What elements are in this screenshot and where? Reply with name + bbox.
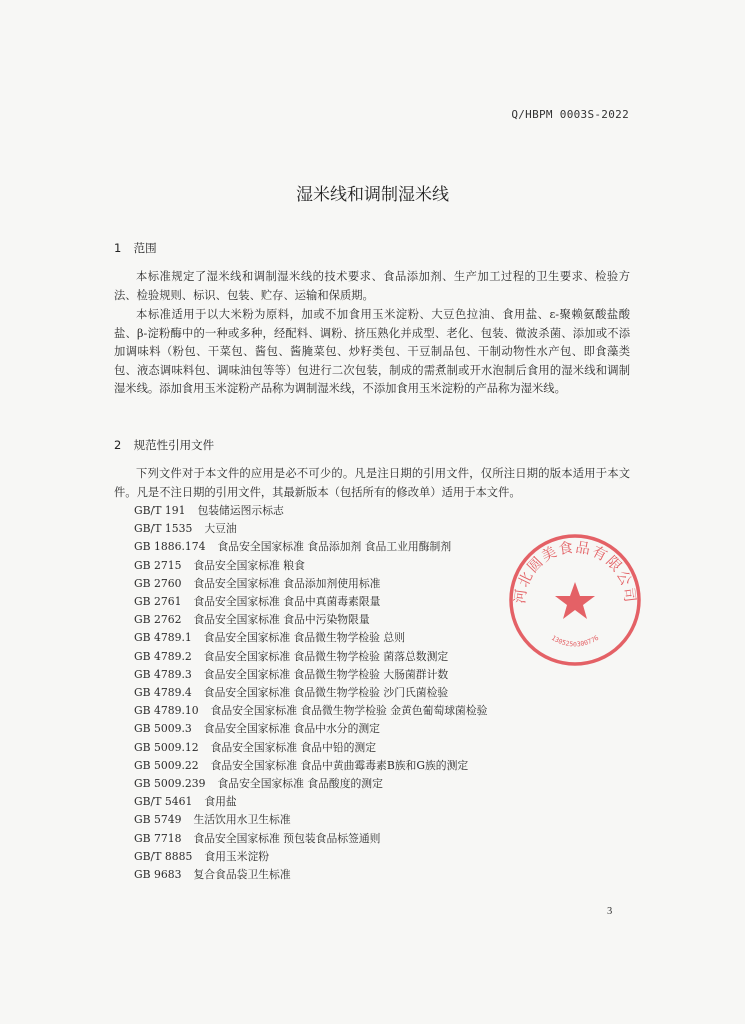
reference-title: 食品安全国家标准 食品中铅的测定 — [210, 740, 377, 754]
reference-code: GB 5009.3 — [134, 722, 192, 736]
seal-company-text: 河北圆美食品有限公司 — [512, 539, 638, 605]
reference-code: GB 4789.4 — [134, 686, 192, 700]
reference-item — [134, 502, 534, 520]
reference-code: GB 5009.12 — [134, 740, 199, 754]
reference-title: 食品安全国家标准 食品微生物学检验 总则 — [203, 631, 405, 645]
reference-title: 食用玉米淀粉 — [204, 849, 270, 863]
reference-code: GB 4789.1 — [134, 631, 192, 645]
section-number: 2 — [114, 438, 122, 452]
reference-title: 食品安全国家标准 食品中黄曲霉毒素B族和G族的测定 — [210, 758, 469, 772]
reference-item — [134, 611, 534, 629]
reference-item — [134, 830, 534, 848]
reference-list — [134, 502, 534, 884]
reference-title: 食品安全国家标准 食品微生物学检验 金黄色葡萄球菌检验 — [210, 704, 488, 718]
reference-item — [134, 648, 534, 666]
reference-item — [134, 775, 534, 793]
reference-title: 食品安全国家标准 食品酸度的测定 — [217, 777, 383, 791]
reference-item — [134, 720, 534, 738]
reference-item — [134, 557, 534, 575]
references-intro: 下列文件对于本文件的应用是必不可少的。凡是注日期的引用文件，仅所注日期的版本适用于本文件。凡是不注日期的引用文件，其最新版本（包括所有的修改单）适用于本文件。 — [114, 467, 630, 499]
reference-title: 食品安全国家标准 食品微生物学检验 大肠菌群计数 — [203, 667, 449, 681]
reference-title: 包装储运图示标志 — [197, 504, 284, 517]
reference-code: GB 1886.174 — [134, 540, 206, 554]
reference-title: 食品安全国家标准 食品微生物学检验 菌落总数测定 — [203, 649, 449, 663]
reference-code: GB 2715 — [134, 558, 182, 572]
reference-code: GB/T 1535 — [134, 522, 193, 536]
reference-item — [134, 666, 534, 684]
reference-item — [134, 757, 534, 775]
reference-code: GB 5009.239 — [134, 777, 206, 791]
reference-title: 复合食品袋卫生标准 — [193, 868, 291, 882]
reference-code: GB 4789.10 — [134, 704, 199, 718]
page-number: 3 — [607, 906, 613, 917]
seal-star-icon — [555, 582, 595, 619]
reference-title: 食品安全国家标准 食品添加剂 食品工业用酶制剂 — [217, 540, 452, 554]
reference-code: GB/T 5461 — [134, 795, 193, 809]
document-title: 湿米线和调制湿米线 — [296, 185, 449, 205]
reference-code: GB 2761 — [134, 595, 182, 609]
reference-title: 食品安全国家标准 食品中真菌毒素限量 — [193, 595, 381, 609]
reference-item — [134, 520, 534, 538]
reference-title: 食用盐 — [204, 795, 237, 809]
reference-code: GB 9683 — [134, 868, 182, 882]
reference-item — [134, 811, 534, 829]
reference-item — [134, 575, 534, 593]
reference-code: GB 2762 — [134, 613, 182, 627]
reference-title: 食品安全国家标准 粮食 — [193, 558, 305, 572]
section-heading-scope — [114, 240, 157, 256]
reference-code: GB 4789.2 — [134, 649, 192, 663]
reference-item — [134, 866, 534, 884]
section-title: 范围 — [133, 241, 157, 255]
reference-code: GB 4789.3 — [134, 667, 192, 681]
reference-title: 食品安全国家标准 食品中水分的测定 — [203, 722, 380, 736]
reference-title: 食品安全国家标准 预包装食品标签通则 — [193, 831, 381, 845]
document-number: Q/HBPM 0003S-2022 — [511, 108, 629, 121]
company-seal — [505, 530, 645, 670]
reference-code: GB 5749 — [134, 813, 182, 827]
reference-code: GB 7718 — [134, 831, 182, 845]
reference-item — [134, 629, 534, 647]
reference-code: GB/T 191 — [134, 504, 186, 517]
reference-title: 食品安全国家标准 食品中污染物限量 — [193, 613, 370, 627]
reference-item — [134, 593, 534, 611]
reference-title: 食品安全国家标准 食品添加剂使用标准 — [193, 576, 381, 590]
scope-paragraph-2: 本标准适用于以大米粉为原料，加或不加食用玉米淀粉、大豆色拉油、食用盐、ε-聚赖氨酸盐酸盐、β-淀粉酶中的一种或多种，经配料、调粉、挤压熟化并成型、老化、包装、微波杀菌、添加或不添加调味料（粉包、干菜包、酱包、酱腌菜包、炒籽类包、干豆制品包、干制动物性水产包、即食藻类包、液态调味料包、调味油包等等）包进行二次包装，制成的需煮制或开水泡制后食用的湿米线和调制湿米线。添加食用玉米淀粉产品称为调制湿米线，不添加食用玉米淀粉的产品称为湿米线。 — [114, 308, 630, 396]
section-heading-references — [114, 437, 214, 453]
reference-item — [134, 684, 534, 702]
seal-number-text: 1305250300776 — [549, 633, 601, 649]
reference-title: 生活饮用水卫生标准 — [193, 813, 291, 827]
reference-item — [134, 538, 534, 556]
reference-code: GB 5009.22 — [134, 758, 199, 772]
reference-item — [134, 702, 534, 720]
reference-title: 大豆油 — [204, 522, 237, 536]
section-title: 规范性引用文件 — [133, 438, 215, 452]
section-number: 1 — [114, 241, 122, 255]
reference-item — [134, 848, 534, 866]
seal-stamp-graphic — [505, 530, 645, 670]
reference-item — [134, 793, 534, 811]
reference-code: GB 2760 — [134, 576, 182, 590]
scope-paragraph-1: 本标准规定了湿米线和调制湿米线的技术要求、食品添加剂、生产加工过程的卫生要求、检验方法、检验规则、标识、包装、贮存、运输和保质期。 — [114, 270, 630, 302]
reference-item — [134, 739, 534, 757]
reference-code: GB/T 8885 — [134, 849, 193, 863]
reference-title: 食品安全国家标准 食品微生物学检验 沙门氏菌检验 — [203, 686, 449, 700]
